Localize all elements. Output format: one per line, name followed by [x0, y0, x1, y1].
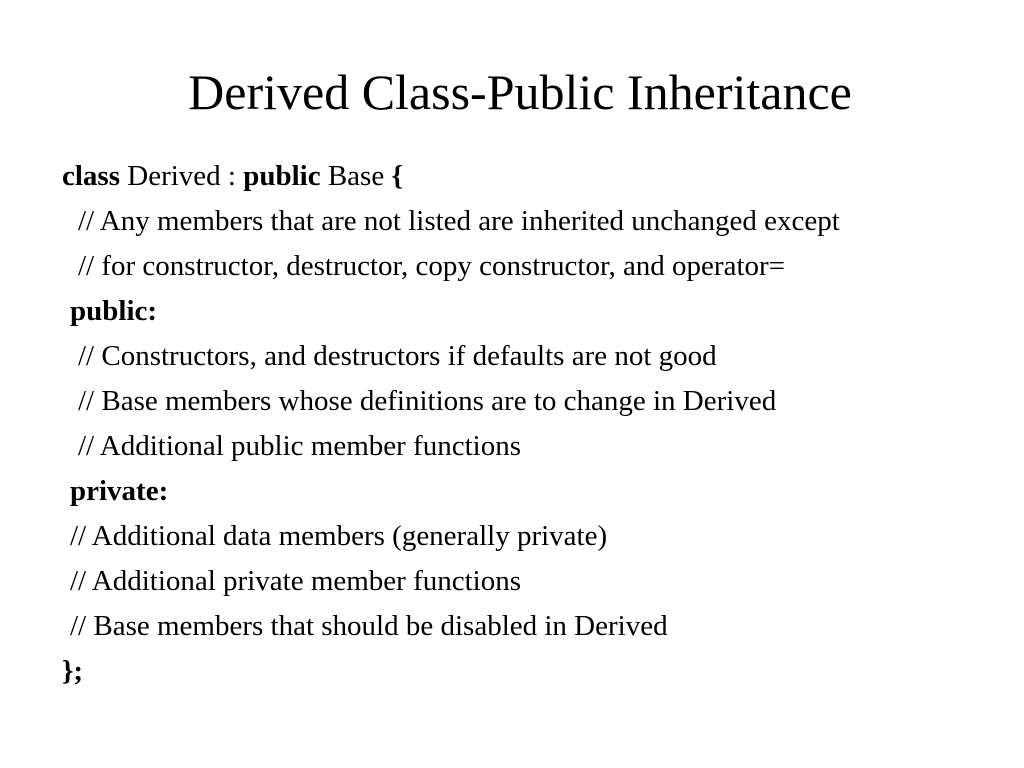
comment-base-members-change: // Base members whose definitions are to change in Derived — [78, 385, 777, 417]
comment-private-functions: // Additional private member functions — [70, 565, 522, 597]
comment-inherited-unchanged: // Any members that are not listed are inherited unchanged except — [78, 205, 840, 237]
comment-constructor-list: // for constructor, destructor, copy constructor, and operator= — [78, 250, 786, 282]
comment-disabled-members: // Base members that should be disabled in Derived — [70, 610, 668, 642]
private-label-text: private: — [70, 475, 169, 507]
private-section-label — [70, 471, 168, 511]
comment-public-functions: // Additional public member functions — [78, 430, 521, 462]
open-brace: { — [391, 160, 403, 192]
public-label-text: public: — [70, 295, 158, 327]
base-name: Base — [320, 160, 392, 192]
slide-title: Derived Class-Public Inheritance — [188, 64, 852, 120]
comment-data-members: // Additional data members (generally private) — [70, 520, 608, 552]
closing-brace-line — [62, 651, 83, 691]
comment-constructors: // Constructors, and destructors if defaults are not good — [78, 340, 717, 372]
public-section-label — [70, 291, 157, 331]
public-keyword: public — [243, 160, 321, 192]
class-declaration-line — [62, 156, 403, 196]
closing-brace: }; — [62, 655, 84, 687]
class-keyword: class — [62, 160, 120, 192]
derived-name: Derived : — [120, 160, 244, 192]
